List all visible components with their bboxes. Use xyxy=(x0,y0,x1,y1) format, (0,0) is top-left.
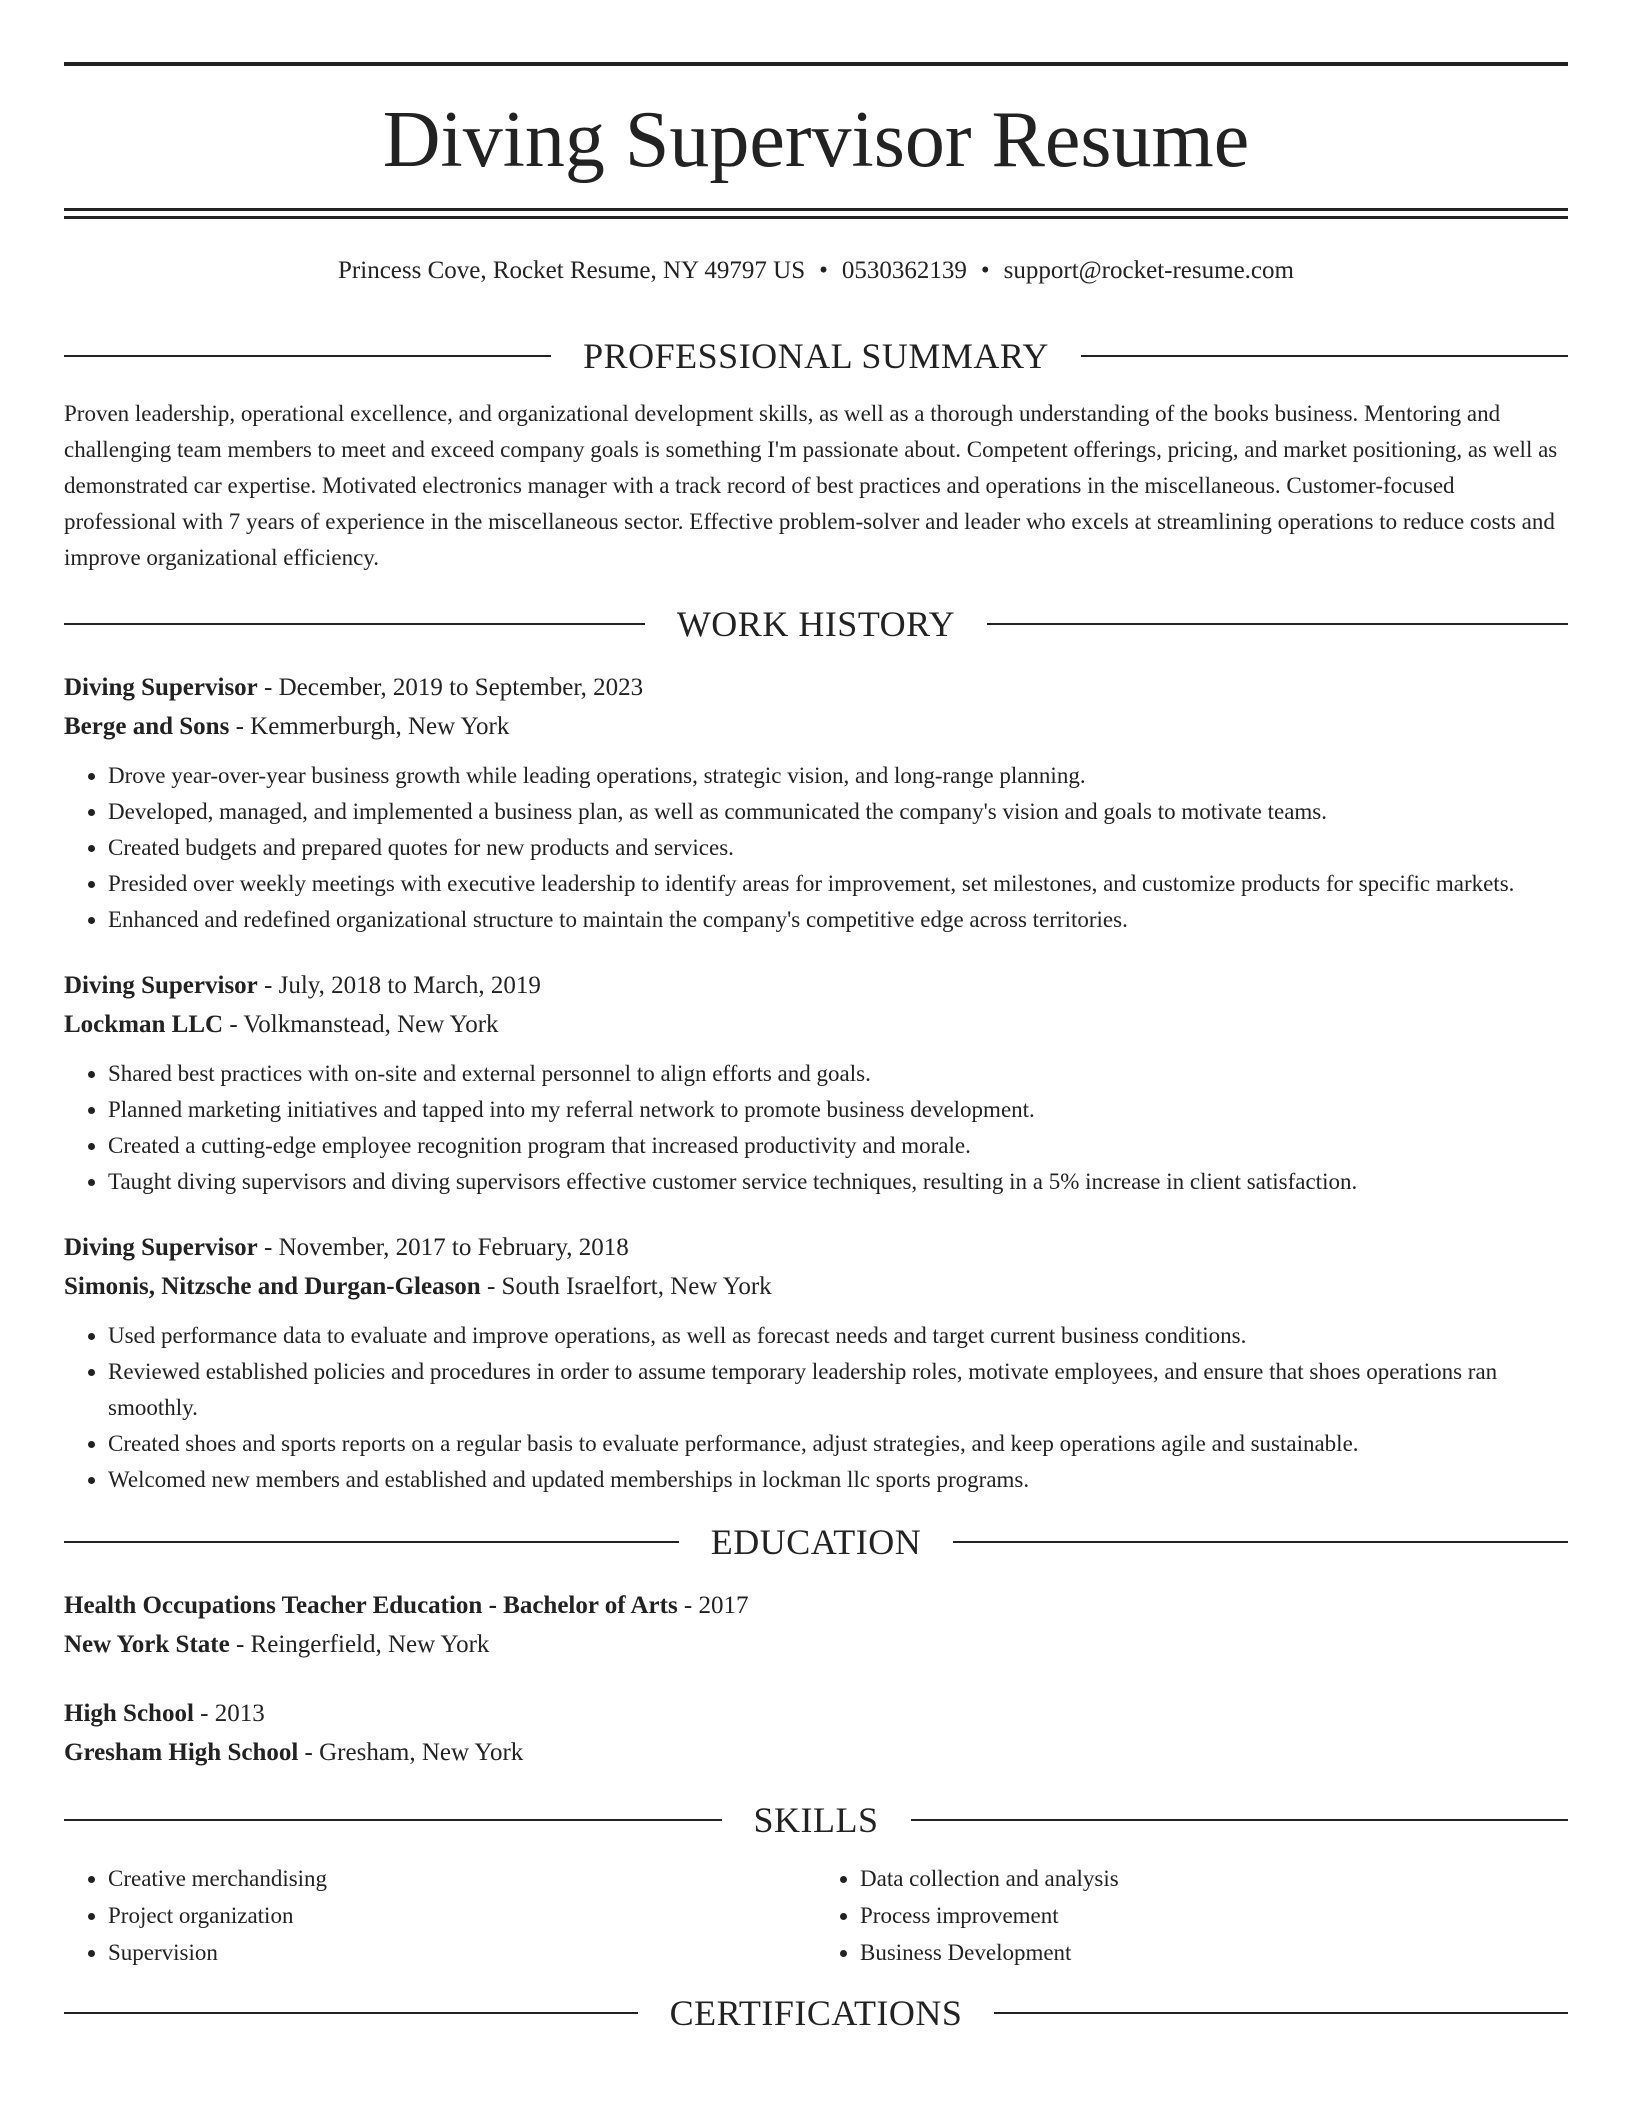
top-rule xyxy=(64,62,1568,66)
school-location: - Reingerfield, New York xyxy=(229,1631,490,1658)
job-bullet: • Presided over weekly meetings with executive leadership to identify areas for improvement, set milestones, and customize products for specific markets. xyxy=(108,866,1568,902)
job-title: Diving Supervisor xyxy=(64,1234,258,1261)
job-entry xyxy=(64,668,1568,938)
resume-content xyxy=(64,326,1568,2043)
job-company-line xyxy=(64,1267,1568,1306)
job-bullet: • Created shoes and sports reports on a regular basis to evaluate performance, adjust strategies, and keep operations agile and sustainable. xyxy=(108,1426,1568,1462)
job-dates: - November, 2017 to February, 2018 xyxy=(257,1234,629,1261)
job-bullet: • Enhanced and redefined organizational structure to maintain the company's competitive edge across territories. xyxy=(108,902,1568,938)
degree: Health Occupations Teacher Education - Bachelor of Arts xyxy=(64,1592,678,1619)
job-bullets xyxy=(64,1318,1568,1498)
education-entry xyxy=(64,1586,1568,1664)
summary-text: Proven leadership, operational excellence, and organizational development skills, as well as a thorough understanding of the books business. Mentoring and challenging team members to meet and exceed company goals is something I'm passionate about. Competent offerings, pricing, and market positioning, as well as demonstrated car expertise. Motivated electronics manager with a track record of best practices and operations in the miscellaneous. Customer-focused professional with 7 years of experience in the miscellaneous sector. Effective problem-solver and leader who excels at streamlining operations to reduce costs and improve organizational efficiency. xyxy=(64,401,1558,570)
school-line xyxy=(64,1733,1568,1772)
job-dates: - July, 2018 to March, 2019 xyxy=(257,972,541,999)
skill-item: • Data collection and analysis xyxy=(860,1860,1568,1897)
contact-separator: • xyxy=(819,257,828,284)
heading-rule xyxy=(994,2012,1568,2014)
job-entry xyxy=(64,1228,1568,1498)
contact-phone: 0530362139 xyxy=(841,257,967,284)
degree-year: - 2013 xyxy=(193,1700,265,1727)
section-heading-work-history xyxy=(64,594,1568,654)
degree-line xyxy=(64,1586,1568,1625)
contact-separator: • xyxy=(980,257,990,284)
section-heading-education xyxy=(64,1512,1568,1572)
job-company: Berge and Sons xyxy=(64,713,230,740)
job-company: Lockman LLC xyxy=(64,1011,224,1038)
skill-item: • Creative merchandising xyxy=(108,1860,816,1897)
job-company-line xyxy=(64,707,1568,746)
job-title-line xyxy=(64,668,1568,707)
job-bullet: • Created budgets and prepared quotes for new products and services. xyxy=(108,830,1568,866)
skill-item: • Business Development xyxy=(860,1934,1568,1971)
heading-rule xyxy=(64,623,645,625)
job-bullet: • Reviewed established policies and procedures in order to assume temporary leadership roles, motivate employees, and ensure that shoes operations ran smoothly. xyxy=(108,1354,1568,1426)
heading-rule xyxy=(64,1541,679,1543)
job-entry xyxy=(64,966,1568,1200)
job-bullet: • Created a cutting-edge employee recognition program that increased productivity and morale. xyxy=(108,1128,1568,1164)
title-rule-lower xyxy=(64,216,1568,219)
skill-item: • Process improvement xyxy=(860,1897,1568,1934)
school-line xyxy=(64,1625,1568,1664)
skill-item: • Project organization xyxy=(108,1897,816,1934)
job-bullet: • Welcomed new members and established and updated memberships in lockman llc sports programs. xyxy=(108,1462,1568,1498)
job-location: - Volkmanstead, New York xyxy=(223,1011,499,1038)
job-bullet: • Drove year-over-year business growth while leading operations, strategic vision, and long-range planning. xyxy=(108,758,1568,794)
contact-address: Princess Cove, Rocket Resume, NY 49797 US xyxy=(338,257,806,284)
heading-rule xyxy=(64,2012,638,2014)
heading-rule xyxy=(987,623,1568,625)
heading-rule xyxy=(953,1541,1568,1543)
resume-title: Diving Supervisor Resume xyxy=(382,96,1250,184)
heading-rule xyxy=(911,1819,1569,1821)
section-title: SKILLS xyxy=(753,1800,879,1840)
job-dates: - December, 2019 to September, 2023 xyxy=(257,674,644,701)
section-title: EDUCATION xyxy=(710,1522,922,1562)
school: New York State xyxy=(64,1631,230,1658)
section-title: PROFESSIONAL SUMMARY xyxy=(583,336,1049,376)
job-bullet: • Developed, managed, and implemented a business plan, as well as communicated the company's vision and goals to motivate teams. xyxy=(108,794,1568,830)
section-title: CERTIFICATIONS xyxy=(669,1993,963,2033)
section-heading-skills xyxy=(64,1790,1568,1850)
job-title: Diving Supervisor xyxy=(64,972,258,999)
section-heading-summary xyxy=(64,326,1568,386)
skills-column-left xyxy=(64,1860,816,1971)
school-location: - Gresham, New York xyxy=(298,1739,524,1766)
job-bullets xyxy=(64,758,1568,938)
degree: High School xyxy=(64,1700,194,1727)
skill-item: • Supervision xyxy=(108,1934,816,1971)
heading-rule xyxy=(1081,355,1568,357)
skills-list xyxy=(64,1860,1568,1971)
degree-year: - 2017 xyxy=(677,1592,749,1619)
skills-column-right xyxy=(816,1860,1568,1971)
job-company-line xyxy=(64,1005,1568,1044)
job-title: Diving Supervisor xyxy=(64,674,258,701)
job-bullet: • Taught diving supervisors and diving supervisors effective customer service techniques, resulting in a 5% increase in client satisfaction. xyxy=(108,1164,1568,1200)
job-bullets xyxy=(64,1056,1568,1200)
education-entry xyxy=(64,1694,1568,1772)
job-bullet: • Planned marketing initiatives and tapped into my referral network to promote business development. xyxy=(108,1092,1568,1128)
title-rule-upper xyxy=(64,208,1568,211)
heading-rule xyxy=(64,355,551,357)
job-bullet: • Shared best practices with on-site and external personnel to align efforts and goals. xyxy=(108,1056,1568,1092)
heading-rule xyxy=(64,1819,722,1821)
job-location: - South Israelfort, New York xyxy=(480,1273,772,1300)
job-bullet: • Used performance data to evaluate and improve operations, as well as forecast needs and target current business conditions. xyxy=(108,1318,1568,1354)
job-location: - Kemmerburgh, New York xyxy=(229,713,510,740)
job-company: Simonis, Nitzsche and Durgan-Gleason xyxy=(64,1273,481,1300)
contact-email[interactable]: support@rocket-resume.com xyxy=(1003,257,1294,284)
section-heading-certifications xyxy=(64,1983,1568,2043)
degree-line xyxy=(64,1694,1568,1733)
section-title: WORK HISTORY xyxy=(676,604,956,644)
job-title-line xyxy=(64,966,1568,1005)
job-title-line xyxy=(64,1228,1568,1267)
school: Gresham High School xyxy=(64,1739,299,1766)
contact-line xyxy=(64,254,1568,288)
